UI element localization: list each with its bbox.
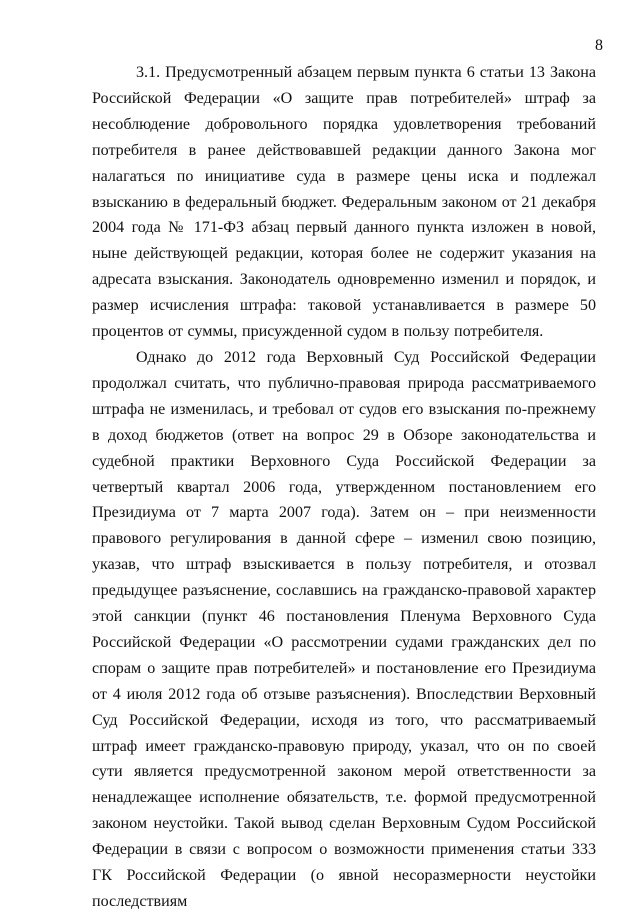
page-number: 8 [595, 37, 603, 54]
document-body [92, 60, 596, 915]
paragraph-3-1: 3.1. Предусмотренный абзацем первым пункта 6 статьи 13 Закона Российской Федерации «О защите прав потребителей» штраф за несоблюдение добровольного порядка удовлетворения требований потребителя в ранее действовавшей редакции данного Закона мог налагаться по инициативе суда в размере цены иска и подлежал взысканию в федеральный бюджет. Федеральным законом от 21 декабря 2004 года № 171-ФЗ абзац первый данного пункта изложен в новой, ныне действующей редакции, которая более не содержит указания на адресата взыскания. Законодатель одновременно изменил и порядок, и размер исчисления штрафа: таковой устанавливается в размере 50 процентов от суммы, присужденной судом в пользу потребителя. [92, 64, 596, 341]
paragraph-supreme-court-position: Однако до 2012 года Верховный Суд Российской Федерации продолжал считать, что публично-правовая природа рассматриваемого штрафа не изменилась, и требовал от судов его взыскания по-прежнему в доход бюджетов (ответ на вопрос 29 в Обзоре законодательства и судебной практики Верховного Суда Российской Федерации за четвертый квартал 2006 года, утвержденном постановлением его Президиума от 7 марта 2007 года). Затем он – при неизменности правового регулирования в данной сфере – изменил свою позицию, указав, что штраф взыскивается в пользу потребителя, и отозвал предыдущее разъяснение, сославшись на гражданско-правовой характер этой санкции (пункт 46 постановления Пленума Верховного Суда Российской Федерации «О рассмотрении судами гражданских дел по спорам о защите прав потребителей» и постановление его Президиума от 4 июля 2012 года об отзыве разъяснения). Впоследствии Верховный Суд Российской Федерации, исходя из того, что рассматриваемый штраф имеет гражданско-правовую природу, указал, что он по своей сути является предусмотренной законом мерой ответственности за ненадлежащее исполнение обязательств, т.е. формой предусмотренной законом неустойки. Такой вывод сделан Верховным Судом Российской Федерации в связи с вопросом о возможности применения статьи 333 ГК Российской Федерации (о явной несоразмерности неустойки последствиям [92, 348, 596, 910]
